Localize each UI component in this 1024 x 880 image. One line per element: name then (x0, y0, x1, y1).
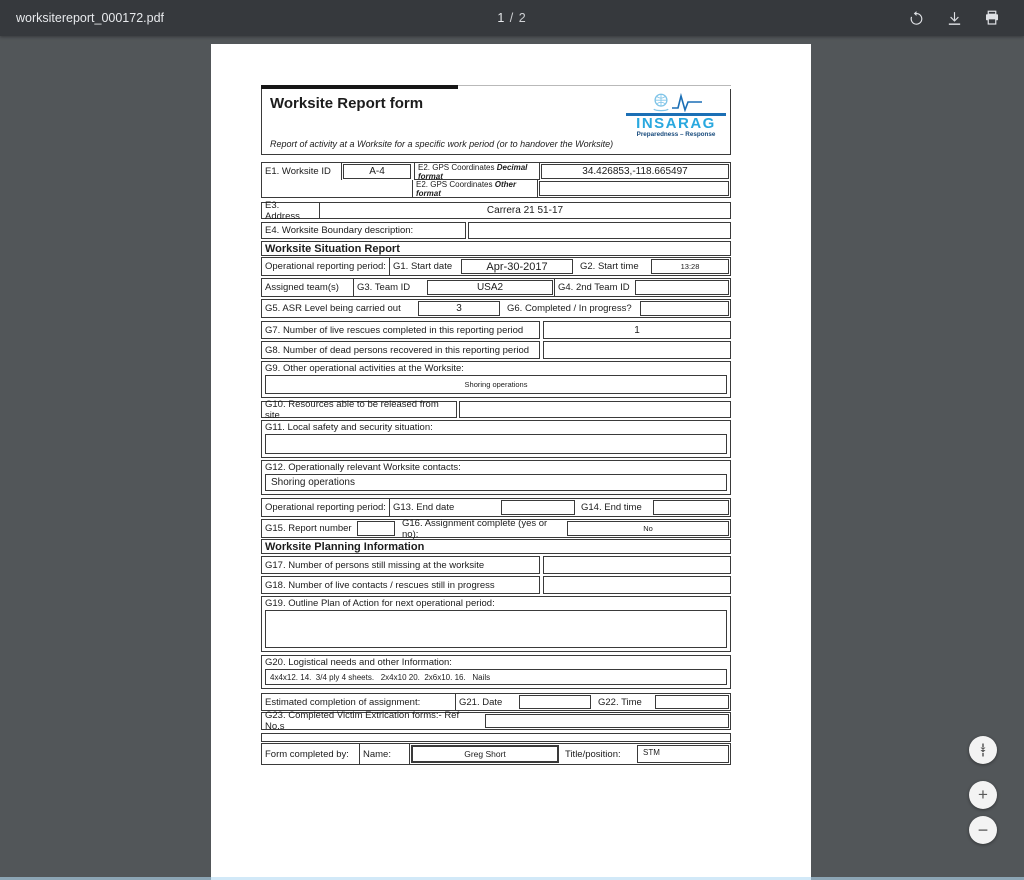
assigned-teams-label: Assigned team(s) (262, 279, 354, 296)
form-completed-by-row (261, 743, 731, 765)
g22-label: G22. Time (598, 696, 642, 708)
g14-value (653, 500, 729, 515)
name-label: Name: (360, 744, 410, 764)
e1-value: A-4 (343, 164, 411, 179)
g1-g2-row (261, 257, 731, 276)
g13-value (501, 500, 575, 515)
minus-icon: − (977, 819, 989, 840)
g23-row (261, 712, 731, 730)
document-filename: worksitereport_000172.pdf (16, 11, 165, 25)
g12-value: Shoring operations (265, 474, 727, 491)
g15-value (357, 521, 395, 536)
e4-row (261, 222, 731, 239)
g20-label: G20. Logistical needs and other Information: (265, 657, 452, 668)
g11-value (265, 434, 727, 454)
un-emblem-icon (650, 92, 672, 112)
g6-value (640, 301, 729, 316)
g23-label: G23. Completed Victim Extrication forms:- Ref No.s (265, 710, 460, 732)
g17-row (261, 556, 731, 574)
g13-label: G13. End date (393, 502, 455, 513)
g1-value: Apr-30-2017 (461, 259, 573, 274)
plus-icon: + (978, 785, 988, 804)
e2-other-value (539, 181, 729, 196)
page-indicator (0, 11, 1024, 25)
operational-period-end-label: Operational reporting period: (262, 499, 390, 516)
g10-row (261, 398, 731, 421)
title-position-value: STM (637, 745, 729, 763)
insarag-logo (626, 92, 726, 138)
g10-value (459, 401, 731, 418)
spacer-row (261, 733, 731, 742)
title-position-label: Title/position: (565, 748, 621, 760)
pdf-toolbar (0, 0, 1024, 36)
page-total: 2 (518, 11, 527, 25)
g8-row (261, 341, 731, 359)
g3-label: G3. Team ID (357, 282, 411, 293)
g21-label: G21. Date (459, 696, 503, 708)
pdf-page-1 (211, 44, 811, 880)
e1-e2-group (261, 162, 731, 198)
g8-value (543, 341, 731, 359)
g3-g4-row (261, 278, 731, 297)
e3-label: E3. Address (262, 203, 320, 218)
g5-g6-row (261, 299, 731, 318)
g16-label: G16. Assignment complete (yes or no): (402, 517, 548, 540)
g18-row (261, 576, 731, 594)
e2-decimal-value: 34.426853,-118.665497 (541, 164, 729, 179)
g15-g16-row (261, 519, 731, 538)
download-icon (946, 10, 963, 27)
download-button[interactable] (944, 8, 964, 28)
zoom-out-button[interactable] (969, 816, 997, 844)
form-title: Worksite Report form (270, 95, 424, 112)
g6-label: G6. Completed / In progress? (507, 303, 632, 314)
logo-tagline: Preparedness – Response (636, 131, 716, 138)
name-value: Greg Short (411, 745, 559, 763)
g11-group (261, 420, 731, 458)
g10-label: G10. Resources able to be released from site (261, 401, 457, 418)
e4-value (468, 222, 731, 239)
g15-label: G15. Report number (265, 523, 352, 534)
g11-label: G11. Local safety and security situation: (265, 422, 433, 433)
g7-label: G7. Number of live rescues completed in this reporting period (261, 321, 540, 339)
g4-value (635, 280, 729, 295)
g8-label: G8. Number of dead persons recovered in this reporting period (261, 341, 540, 359)
g17-value (543, 556, 731, 574)
fit-to-page-button[interactable] (969, 736, 997, 764)
g18-label: G18. Number of live contacts / rescues still in progress (261, 576, 540, 594)
form-completed-by-label: Form completed by: (262, 744, 360, 764)
g2-label: G2. Start time (580, 261, 639, 272)
page-current[interactable]: 1 (497, 11, 506, 25)
e4-label: E4. Worksite Boundary description: (261, 222, 466, 239)
g12-group (261, 460, 731, 495)
g7-row (261, 321, 731, 339)
g21-g22-row (261, 693, 731, 711)
g19-value (265, 610, 727, 648)
g9-value: Shoring operations (265, 375, 727, 394)
g16-value: No (567, 521, 729, 536)
g20-value: 4x4x12. 14. 3/4 ply 4 sheets. 2x4x10 20. 2x6x10. 16. Nails (265, 669, 727, 685)
section-worksite-planning-information: Worksite Planning Information (261, 539, 731, 554)
g17-label: G17. Number of persons still missing at the worksite (261, 556, 540, 574)
g5-value: 3 (418, 301, 500, 316)
g22-value (655, 695, 729, 709)
g7-value: 1 (543, 321, 731, 339)
e1-label: E1. Worksite ID (262, 163, 342, 180)
g14-label: G14. End time (581, 502, 642, 513)
section-worksite-situation-report: Worksite Situation Report (261, 241, 731, 256)
g5-label: G5. ASR Level being carried out (265, 303, 401, 314)
worksite-report-form (261, 85, 731, 765)
form-subtitle: Report of activity at a Worksite for a specific work period (or to handover the Worksite) (270, 139, 614, 149)
e3-row (261, 199, 731, 222)
g21-value (519, 695, 591, 709)
g9-group (261, 361, 731, 398)
logo-wordmark: INSARAG (636, 115, 716, 132)
print-button[interactable] (982, 8, 1002, 28)
e3-value: Carrera 21 51-17 (486, 205, 564, 216)
print-icon (983, 9, 1001, 27)
ekg-line-icon (672, 92, 702, 112)
rotate-icon (908, 10, 925, 27)
g4-label: G4. 2nd Team ID (554, 279, 634, 296)
g1-label: G1. Start date (393, 261, 453, 272)
e2-decimal-label: E2. GPS Coordinates Decimal format (414, 163, 540, 180)
g19-group (261, 596, 731, 652)
fit-to-page-icon (976, 743, 990, 757)
operational-period-start-label: Operational reporting period: (262, 258, 390, 275)
g12-label: G12. Operationally relevant Worksite contacts: (265, 462, 461, 473)
form-header (261, 89, 731, 155)
page-separator: / (509, 11, 515, 25)
g9-label: G9. Other operational activities at the Worksite: (265, 363, 464, 374)
g23-value (485, 714, 729, 728)
g3-value: USA2 (427, 280, 553, 295)
zoom-in-button[interactable] (969, 781, 997, 809)
rotate-button[interactable] (906, 8, 926, 28)
g13-g14-row (261, 498, 731, 517)
e2-other-label: E2. GPS Coordinates Other format (412, 180, 538, 197)
g19-label: G19. Outline Plan of Action for next operational period: (265, 598, 495, 609)
g18-value (543, 576, 731, 594)
g2-value: 13:28 (651, 259, 729, 274)
g20-group (261, 655, 731, 689)
estimated-completion-label: Estimated completion of assignment: (262, 694, 456, 710)
